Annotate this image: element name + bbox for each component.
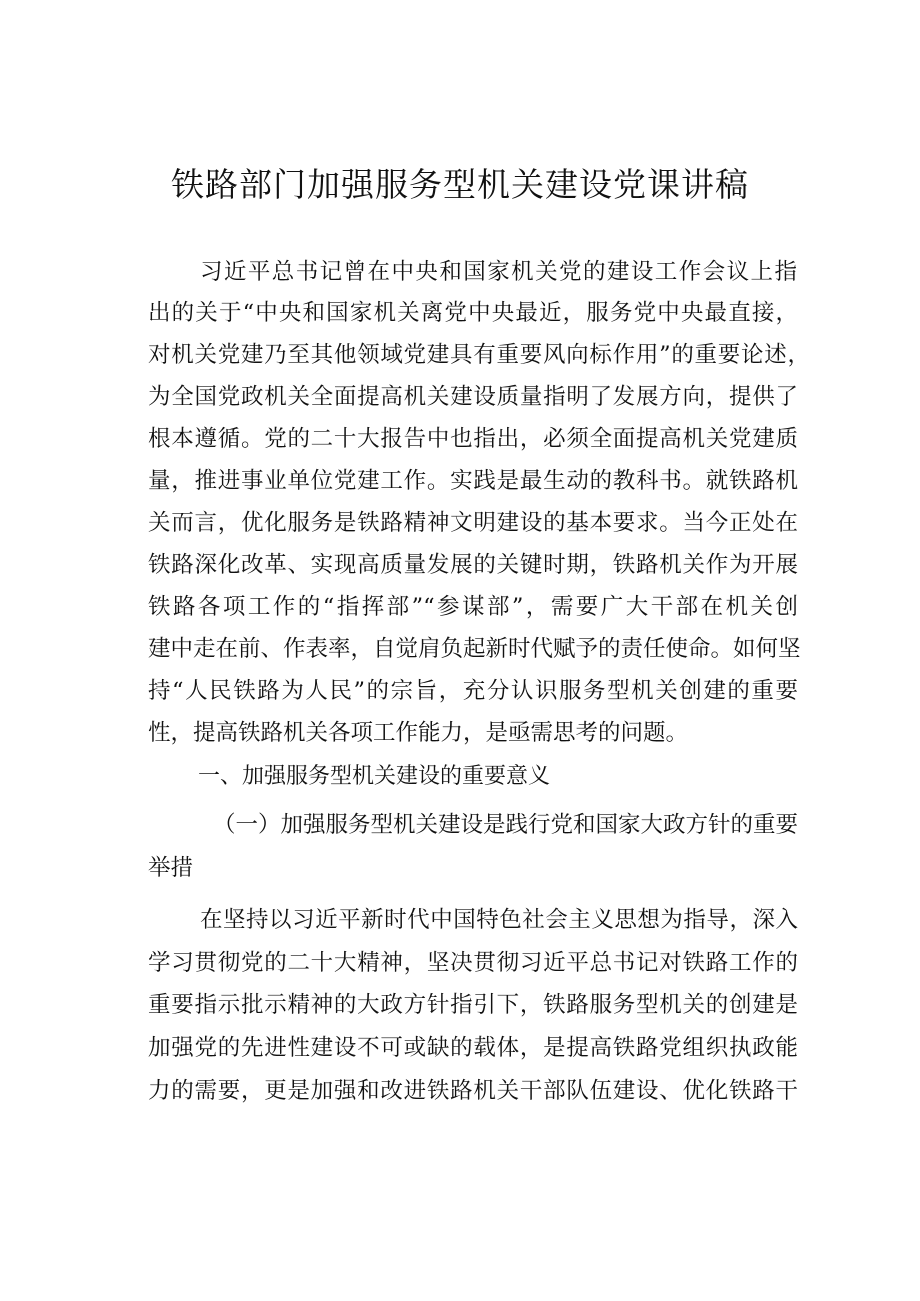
paragraph-line: 持“人民铁路为人民”的宗旨，充分认识服务型机关创建的重要: [148, 678, 798, 704]
subsection-heading: 举措: [148, 855, 194, 881]
paragraph-line: 出的关于“中央和国家机关离党中央最近，服务党中央最直接，: [148, 300, 798, 326]
paragraph-line: 量，推进事业单位党建工作。实践是最生动的教科书。就铁路机: [148, 468, 798, 494]
paragraph-line: 学习贯彻党的二十大精神，坚决贯彻习近平总书记对铁路工作的: [148, 950, 798, 976]
paragraph-line: 重要指示批示精神的大政方针指引下，铁路服务型机关的创建是: [148, 992, 798, 1018]
paragraph-line: 力的需要，更是加强和改进铁路机关干部队伍建设、优化铁路干: [148, 1078, 798, 1104]
paragraph-line: 加强党的先进性建设不可或缺的载体，是提高铁路党组织执政能: [148, 1035, 798, 1061]
paragraph-line: 建中走在前、作表率，自觉肩负起新时代赋予的责任使命。如何坚: [148, 636, 801, 662]
paragraph-line: 在坚持以习近平新时代中国特色社会主义思想为指导，深入: [200, 907, 798, 933]
subsection-heading: （一）加强服务型机关建设是践行党和国家大政方针的重要: [213, 812, 799, 838]
paragraph-line: 根本遵循。党的二十大报告中也指出，必须全面提高机关党建质: [148, 426, 798, 452]
paragraph-line: 关而言，优化服务是铁路精神文明建设的基本要求。当今正处在: [148, 510, 798, 536]
paragraph-line: 对机关党建乃至其他领域党建具有重要风向标作用”的重要论述，: [148, 342, 810, 368]
paragraph-line: 铁路各项工作的“指挥部”“参谋部”，需要广大干部在机关创: [148, 594, 798, 620]
paragraph-line: 铁路深化改革、实现高质量发展的关键时期，铁路机关作为开展: [148, 552, 798, 578]
paragraph-line: 性，提高铁路机关各项工作能力，是亟需思考的问题。: [148, 720, 689, 746]
section-heading: 一、加强服务型机关建设的重要意义: [198, 764, 551, 789]
paragraph-line: 习近平总书记曾在中央和国家机关党的建设工作会议上指: [200, 259, 797, 285]
document-title: 铁路部门加强服务型机关建设党课讲稿: [171, 165, 749, 204]
paragraph-line: 为全国党政机关全面提高机关建设质量指明了发展方向，提供了: [148, 384, 798, 410]
